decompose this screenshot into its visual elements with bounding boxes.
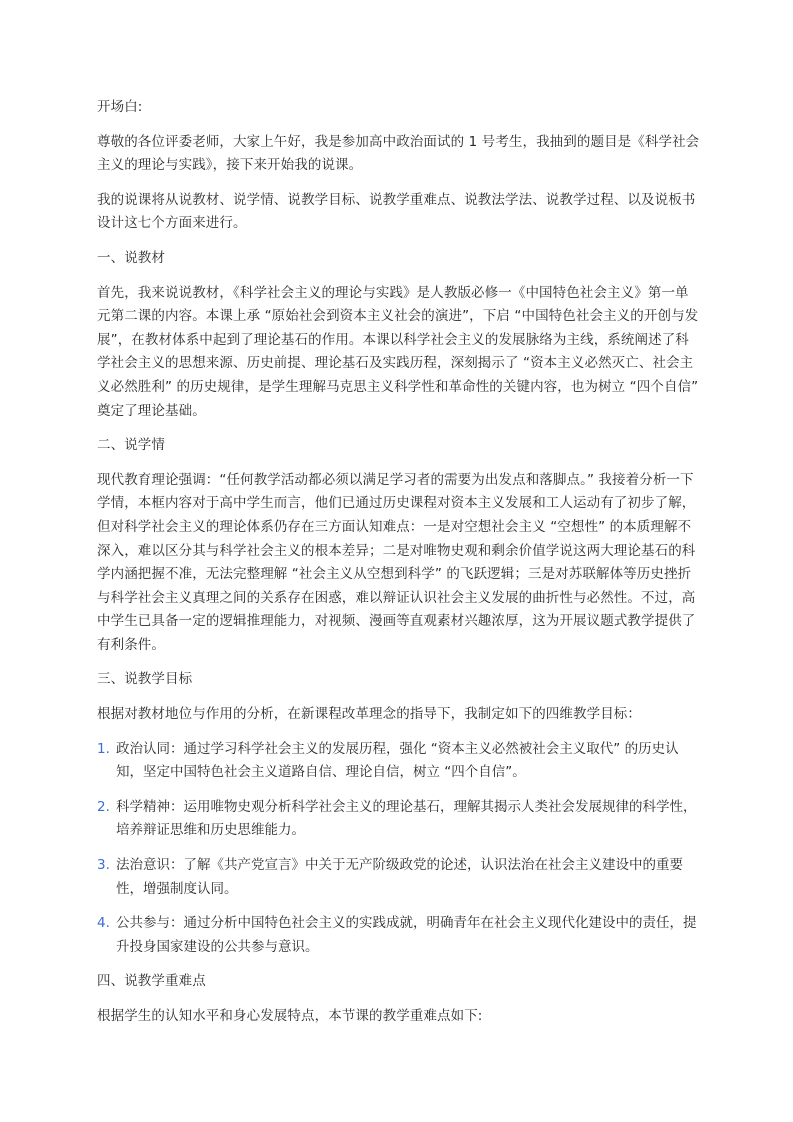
intro-paragraph-2: 我的说课将从说教材、说学情、说教学目标、说教学重难点、说教法学法、说教学过程、以及说板书设计这七个方面来进行。 bbox=[97, 191, 696, 232]
list-item-text: 政治认同：通过学习科学社会主义的发展历程，强化 “资本主义必然被社会主义取代” 的历史认知，坚定中国特色社会主义道路自信、理论自信，树立 “四个自信”。 bbox=[116, 740, 679, 781]
goals-list bbox=[97, 738, 700, 960]
opening-label: 开场白: bbox=[97, 99, 143, 115]
list-item bbox=[97, 912, 700, 959]
list-item bbox=[97, 854, 700, 901]
section-body-key-points: 根据学生的认知水平和身心发展特点，本节课的教学重难点如下: bbox=[97, 1008, 483, 1024]
list-item-number: 2. bbox=[97, 798, 110, 815]
list-item-number: 3. bbox=[97, 857, 110, 874]
list-item-text: 法治意识：了解《共产党宣言》中关于无产阶级政党的论述，认识法治在社会主义建设中的重要性，增强制度认同。 bbox=[116, 857, 683, 897]
section-heading-textbook: 一、说教材 bbox=[97, 249, 165, 266]
list-item bbox=[97, 738, 700, 785]
document-page bbox=[97, 96, 700, 1040]
list-item-text: 公共参与：通过分析中国特色社会主义的实践成就，明确青年在社会主义现代化建设中的责任，提升投身国家建设的公共参与意识。 bbox=[116, 915, 697, 955]
list-item-number: 4. bbox=[97, 915, 110, 932]
section-body-textbook: 首先，我来说说教材，《科学社会主义的理论与实践》是人教版必修一《中国特色社会主义》第一单元第二课的内容。本课上承 “原始社会到资本主义社会的演进”，下启 “中国特色社会主义的开创与发展”，在教材体系中起到了理论基石的作用。本课以科学社会主义的发展脉络为主线，系统阐述了科学社会主义的思想来源、历史前提、理论基石及实践历程，深刻揭示了 “资本主义必然灭亡、社会主义必然胜利” 的历史规律，是学生理解马克思主义科学性和革命性的关键内容，也为树立 “四个自信” 奠定了理论基础。 bbox=[97, 284, 699, 419]
section-body-students: 现代教育理论强调：“任何教学活动都必须以满足学习者的需要为出发点和落脚点。” 我接着分析一下学情，本框内容对于高中学生而言，他们已通过历史课程对资本主义发展和工人运动有了初步了解，但对科学社会主义的理论体系仍存在三方面认知难点：一是对空想社会主义 “空想性” 的本质理解不深入，难以区分其与科学社会主义的根本差异；二是对唯物史观和剩余价值学说这两大理论基石的科学内涵把握不准，无法完整理解 “社会主义从空想到科学” 的飞跃逻辑；三是对苏联解体等历史挫折与科学社会主义真理之间的关系存在困惑，难以辩证认识社会主义发展的曲折性与必然性。不过，高中学生已具备一定的逻辑推理能力，对视频、漫画等直观素材兴趣浓厚，这为开展议题式教学提供了有利条件。 bbox=[97, 471, 696, 653]
section-heading-students: 二、说学情 bbox=[97, 437, 165, 454]
list-item-text: 科学精神：运用唯物史观分析科学社会主义的理论基石，理解其揭示人类社会发展规律的科学性，培养辩证思维和历史思维能力。 bbox=[116, 798, 697, 839]
intro-paragraph-1: 尊敬的各位评委老师，大家上午好，我是参加高中政治面试的 1 号考生，我抽到的题目是《科学社会主义的理论与实践》，接下来开始我的说课。 bbox=[97, 133, 700, 174]
section-heading-key-points: 四、说教学重难点 bbox=[97, 973, 206, 990]
section-body-goals: 根据对教材地位与作用的分析，在新课程改革理念的指导下，我制定如下的四维教学目标： bbox=[97, 706, 641, 723]
list-item-number: 1. bbox=[97, 740, 110, 757]
list-item bbox=[97, 796, 700, 843]
section-heading-goals: 三、说教学目标 bbox=[97, 671, 193, 688]
